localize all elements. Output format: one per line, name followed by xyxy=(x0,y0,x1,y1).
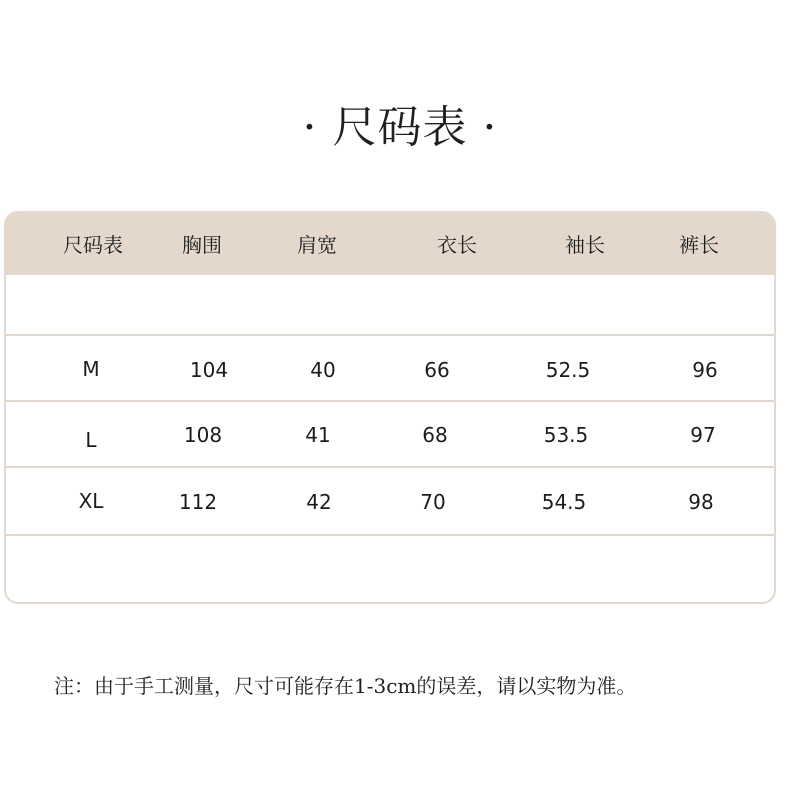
header-pants: 裤长 xyxy=(679,233,719,257)
row-divider xyxy=(6,400,774,402)
header-chest: 胸围 xyxy=(182,233,222,257)
cell-length: 66 xyxy=(424,358,450,382)
measurement-note: 注：由于手工测量，尺寸可能存在1-3cm的误差，请以实物为准。 xyxy=(54,674,637,698)
cell-sleeve: 53.5 xyxy=(543,423,589,447)
cell-chest: 108 xyxy=(183,423,223,447)
size-table xyxy=(4,211,776,604)
cell-length: 68 xyxy=(422,423,448,447)
cell-shoulder: 40 xyxy=(310,358,336,382)
cell-shoulder: 42 xyxy=(306,490,332,514)
header-size: 尺码表 xyxy=(63,233,123,257)
header-length: 衣长 xyxy=(437,233,477,257)
cell-pants: 98 xyxy=(688,490,714,514)
header-sleeve: 袖长 xyxy=(565,233,605,257)
cell-chest: 112 xyxy=(178,490,218,514)
cell-chest: 104 xyxy=(189,358,229,382)
row-divider xyxy=(6,334,774,336)
row-divider xyxy=(6,534,774,536)
cell-sleeve: 54.5 xyxy=(541,490,587,514)
header-shoulder: 肩宽 xyxy=(297,233,337,257)
cell-sleeve: 52.5 xyxy=(545,358,591,382)
cell-pants: 96 xyxy=(692,358,718,382)
cell-shoulder: 41 xyxy=(305,423,331,447)
page-title: · 尺码表 · xyxy=(302,102,498,153)
cell-pants: 97 xyxy=(690,423,716,447)
cell-size: XL xyxy=(78,489,104,513)
cell-size: L xyxy=(85,428,97,452)
row-divider xyxy=(6,466,774,468)
cell-length: 70 xyxy=(420,490,446,514)
table-header xyxy=(6,213,774,275)
cell-size: M xyxy=(82,357,100,381)
